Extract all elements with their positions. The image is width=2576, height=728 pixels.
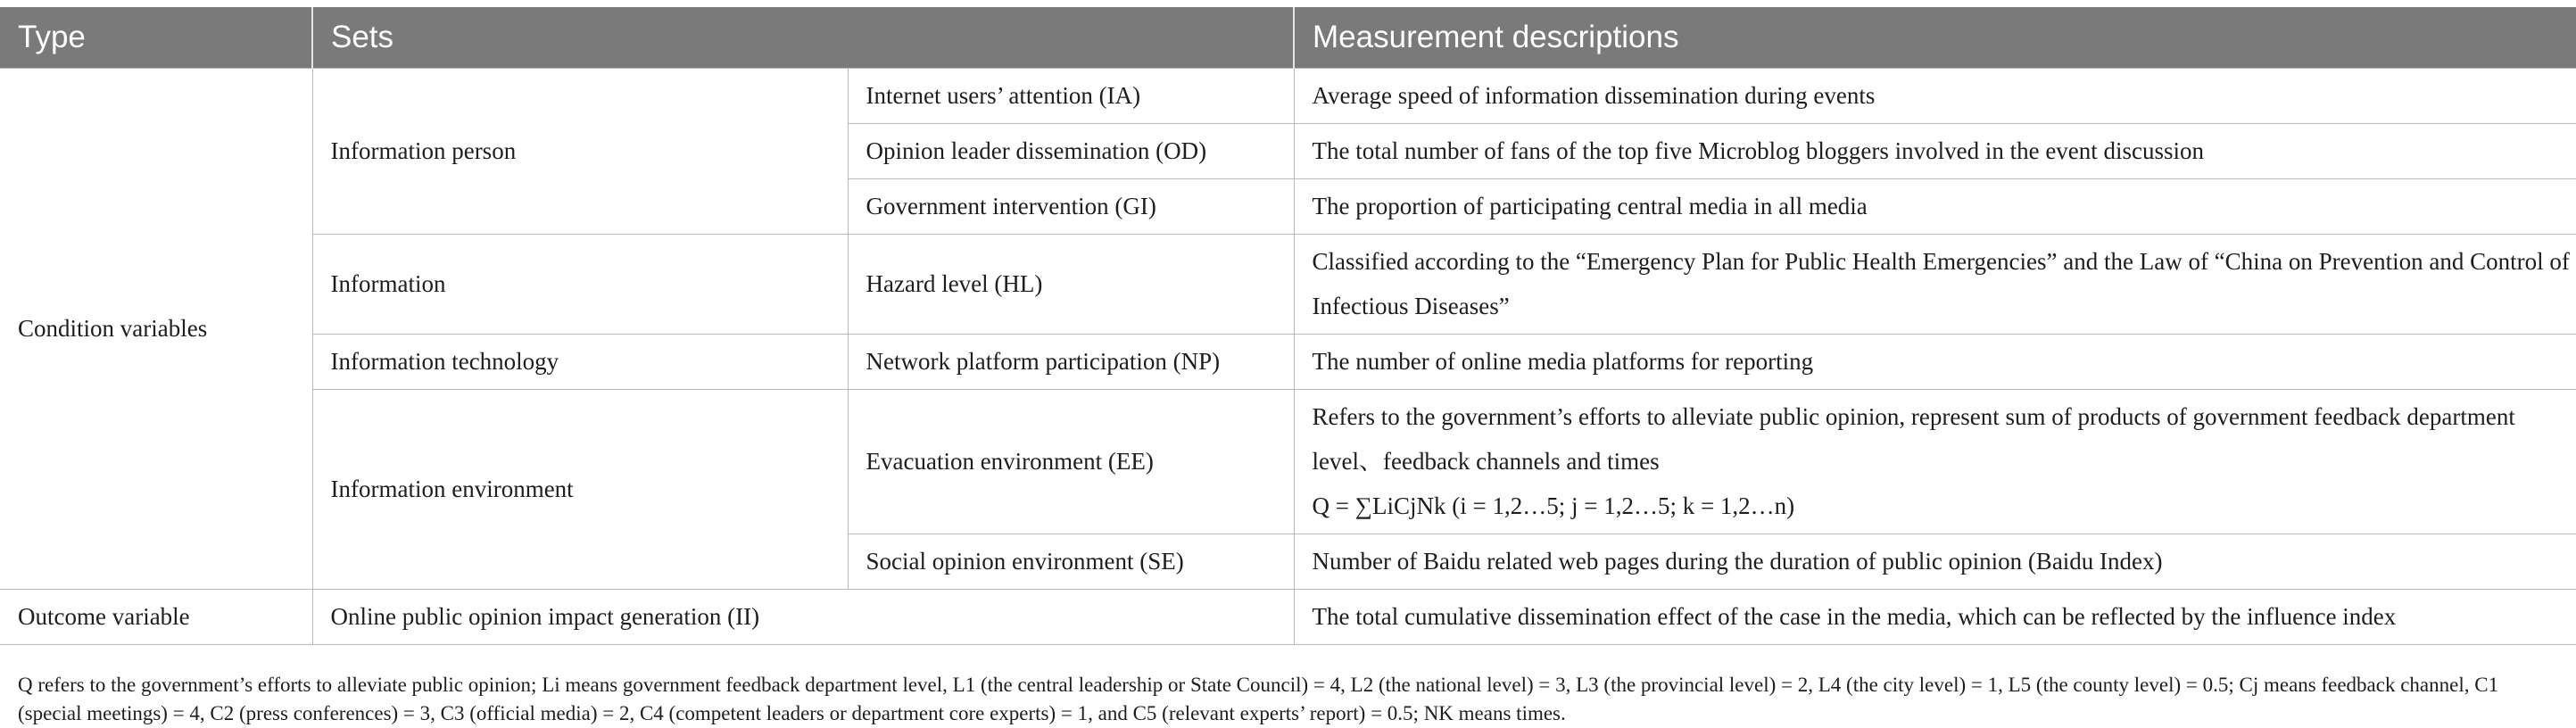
set-environment: Information environment (312, 389, 848, 589)
table-row (0, 334, 2576, 389)
variable-ia: Internet users’ attention (IA) (848, 68, 1294, 123)
table-row (0, 389, 2576, 534)
table-header-row (0, 7, 2576, 68)
description-ee-cell (1294, 389, 2576, 534)
description-ii: The total cumulative dissemination effect of the case in the media, which can be reflected by the influence index (1294, 589, 2576, 644)
description-ia: Average speed of information dissemination during events (1294, 68, 2576, 123)
header-sets: Sets (312, 7, 1294, 68)
variable-od: Opinion leader dissemination (OD) (848, 123, 1294, 178)
table-row (0, 589, 2576, 644)
variable-ee: Evacuation environment (EE) (848, 389, 1294, 534)
set-outcome: Online public opinion impact generation (II) (312, 589, 1294, 644)
description-np: The number of online media platforms for reporting (1294, 334, 2576, 389)
variable-hl: Hazard level (HL) (848, 234, 1294, 334)
description-gi: The proportion of participating central media in all media (1294, 178, 2576, 234)
group-condition: Condition variables (0, 68, 312, 589)
header-measurement: Measurement descriptions (1294, 7, 2576, 68)
variable-se: Social opinion environment (SE) (848, 534, 1294, 589)
set-technology: Information technology (312, 334, 848, 389)
variable-gi: Government intervention (GI) (848, 178, 1294, 234)
variable-np: Network platform participation (NP) (848, 334, 1294, 389)
formula-ee: Q = ∑LiCjNk (i = 1,2…5; j = 1,2…5; k = 1,2…n) (1312, 492, 1795, 519)
measurement-table (0, 7, 2576, 645)
group-outcome: Outcome variable (0, 589, 312, 644)
table-footnote: Q refers to the government’s efforts to alleviate public opinion; Li means government feedback department level, L1 (the central leadership or State Council) = 4, L2 (the national level) = 3, L3 (the provincial level) = 2, L4 (the city level) = 1, L5 (the county level) = 0.5; Cj means feedback channel, C1 (special meetings) = 4, C2 (press conferences) = 3, C3 (official media) = 2, C4 (competent leaders or department core experts) = 1, and C5 (relevant experts’ report) = 0.5; NK means times. (18, 674, 2499, 724)
description-hl: Classified according to the “Emergency Plan for Public Health Emergencies” and the Law of “China on Prevention and Control of Infectious Diseases” (1294, 234, 2576, 334)
table-row (0, 234, 2576, 334)
description-ee: Refers to the government’s efforts to alleviate public opinion, represent sum of products of government feedback department level、feedback channels and times (1312, 403, 2515, 475)
description-od: The total number of fans of the top five Microblog bloggers involved in the event discussion (1294, 123, 2576, 178)
description-se: Number of Baidu related web pages during the duration of public opinion (Baidu Index) (1294, 534, 2576, 589)
table-row (0, 68, 2576, 123)
set-person: Information person (312, 68, 848, 234)
set-information: Information (312, 234, 848, 334)
header-type: Type (0, 7, 312, 68)
